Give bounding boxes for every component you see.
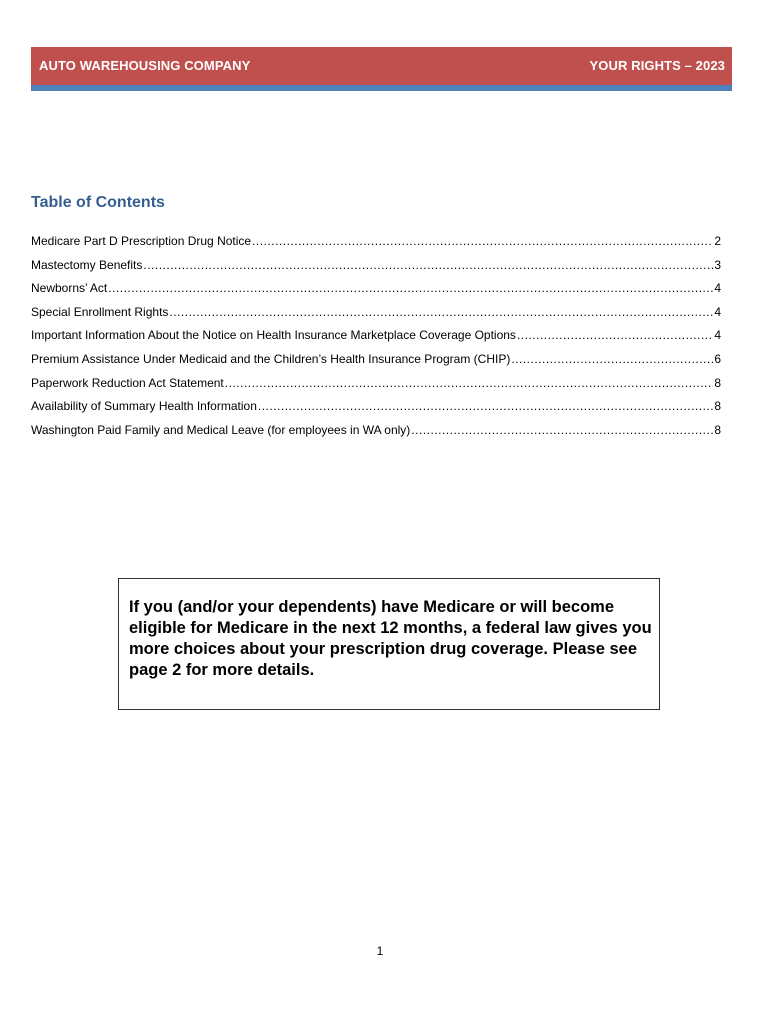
toc-entry-page: 6: [714, 351, 721, 366]
toc-entry-label: Availability of Summary Health Information: [31, 399, 257, 414]
toc-dot-leader: [225, 376, 714, 390]
medicare-notice-box: [118, 578, 660, 710]
toc-entry-label: Premium Assistance Under Medicaid and the Children’s Health Insurance Program (CHIP): [31, 351, 511, 366]
toc-entry[interactable]: [31, 423, 721, 447]
toc-entry-page: 2: [714, 234, 721, 248]
toc-entry-label: Mastectomy Benefits: [31, 257, 143, 272]
toc-entry-page: 8: [714, 422, 721, 437]
toc-dot-leader: [252, 234, 713, 248]
toc-entry-page: 3: [714, 257, 721, 272]
toc-dot-leader: [143, 258, 713, 272]
toc-entry-label: Special Enrollment Rights: [31, 304, 169, 319]
toc-entry-label: Washington Paid Family and Medical Leave (for employees in WA only): [31, 422, 411, 437]
toc-entry[interactable]: [31, 234, 721, 258]
toc-title: Table of Contents: [31, 194, 165, 211]
page-number: 1: [376, 944, 384, 958]
toc-dot-leader: [411, 423, 713, 437]
toc-dot-leader: [108, 281, 713, 295]
toc-entry[interactable]: [31, 376, 721, 400]
toc-entry-page: 4: [714, 304, 721, 319]
toc-entry-page: 4: [714, 281, 721, 296]
toc-entry-label: Important Information About the Notice on Health Insurance Marketplace Coverage Options: [31, 328, 516, 343]
toc-entry-page: 4: [714, 328, 721, 343]
toc-entry-label: Medicare Part D Prescription Drug Notice: [31, 234, 252, 248]
toc-entry-page: 8: [714, 399, 721, 414]
toc-entry[interactable]: [31, 352, 721, 376]
toc-entry[interactable]: [31, 305, 721, 329]
company-name: AUTO WAREHOUSING COMPANY: [39, 58, 251, 73]
toc-entry[interactable]: [31, 281, 721, 305]
toc-entry[interactable]: [31, 399, 721, 423]
toc-entry-page: 8: [714, 375, 721, 390]
toc-entry[interactable]: [31, 328, 721, 352]
toc-dot-leader: [511, 352, 713, 366]
toc-dot-leader: [258, 399, 713, 413]
toc-entry-label: Paperwork Reduction Act Statement: [31, 375, 224, 390]
toc-list: [31, 234, 721, 446]
toc-dot-leader: [169, 305, 713, 319]
toc-entry[interactable]: [31, 258, 721, 282]
toc-entry-label: Newborns’ Act: [31, 281, 108, 296]
header-underline: [31, 85, 732, 91]
medicare-notice-text: If you (and/or your dependents) have Medicare or will become eligible for Medicare in the next 12 months, a federal law gives you more choices about your prescription drug coverage. Please see page 2 for more details.: [129, 598, 652, 679]
document-title: YOUR RIGHTS – 2023: [589, 58, 725, 73]
toc-dot-leader: [517, 328, 713, 342]
